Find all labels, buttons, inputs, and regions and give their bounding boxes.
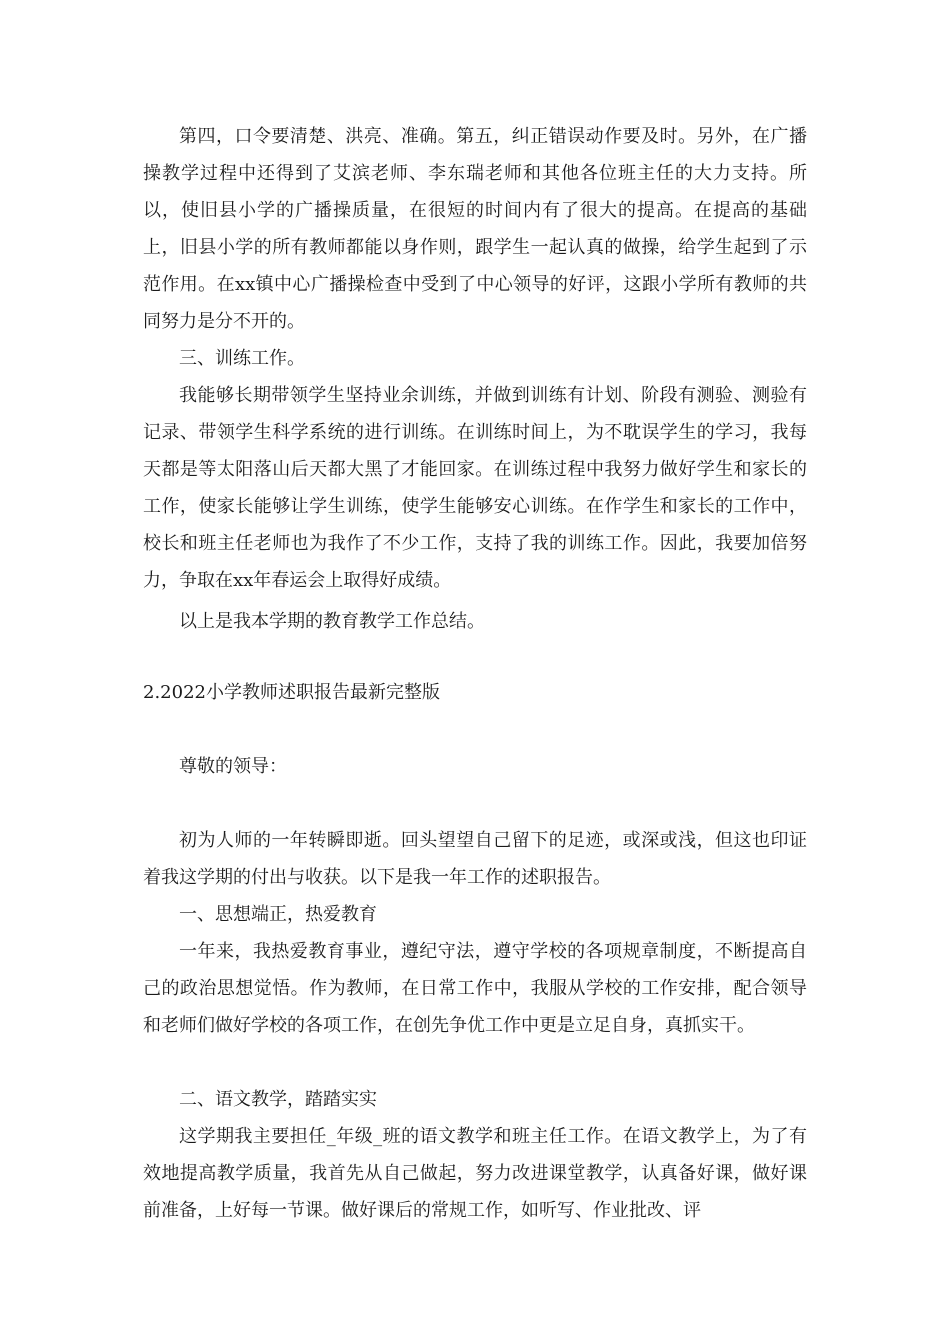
section-title: 2.2022小学教师述职报告最新完整版 bbox=[143, 682, 440, 703]
heading-ideology: 一、思想端正，热爱教育 bbox=[179, 904, 377, 925]
heading-chinese-teaching: 二、语文教学，踏踏实实 bbox=[179, 1089, 377, 1110]
paragraph-chinese-teaching: 这学期我主要担任_年级_班的语文教学和班主任工作。在语文教学上，为了有效地提高教学质量，我首先从自己做起，努力改进课堂教学，认真备好课，做好课前准备，上好每一节课。做好课后的常规工作，如听写、作业批改、评 bbox=[143, 1126, 807, 1221]
paragraph-broadcast-exercise: 第四，口令要清楚、洪亮、准确。第五，纠正错误动作要及时。另外，在广播操教学过程中还得到了艾滨老师、李东瑞老师和其他各位班主任的大力支持。所以，使旧县小学的广播操质量，在很短的时间内有了很大的提高。在提高的基础上，旧县小学的所有教师都能以身作则，跟学生一起认真的做操，给学生起到了示范作用。在xx镇中心广播操检查中受到了中心领导的好评，这跟小学所有教师的共同努力是分不开的。 bbox=[143, 126, 807, 332]
closing-line: 以上是我本学期的教育教学工作总结。 bbox=[179, 611, 485, 632]
salutation: 尊敬的领导： bbox=[179, 756, 287, 777]
paragraph-training: 我能够长期带领学生坚持业余训练，并做到训练有计划、阶段有测验、测验有记录、带领学生科学系统的进行训练。在训练时间上，为不耽误学生的学习，我每天都是等太阳落山后天都大黑了才能回家。在训练过程中我努力做好学生和家长的工作，使家长能够让学生训练，使学生能够安心训练。在作学生和家长的工作中，校长和班主任老师也为我作了不少工作，支持了我的训练工作。因此，我要加倍努力，争取在xx年春运会上取得好成绩。 bbox=[143, 385, 807, 591]
heading-training-work: 三、训练工作。 bbox=[179, 348, 305, 369]
paragraph-intro: 初为人师的一年转瞬即逝。回头望望自己留下的足迹，或深或浅，但这也印证着我这学期的付出与收获。以下是我一年工作的述职报告。 bbox=[143, 830, 807, 888]
paragraph-ideology: 一年来，我热爱教育事业，遵纪守法，遵守学校的各项规章制度，不断提高自己的政治思想觉悟。作为教师，在日常工作中，我服从学校的工作安排，配合领导和老师们做好学校的各项工作，在创先争优工作中更是立足自身，真抓实干。 bbox=[143, 941, 807, 1036]
